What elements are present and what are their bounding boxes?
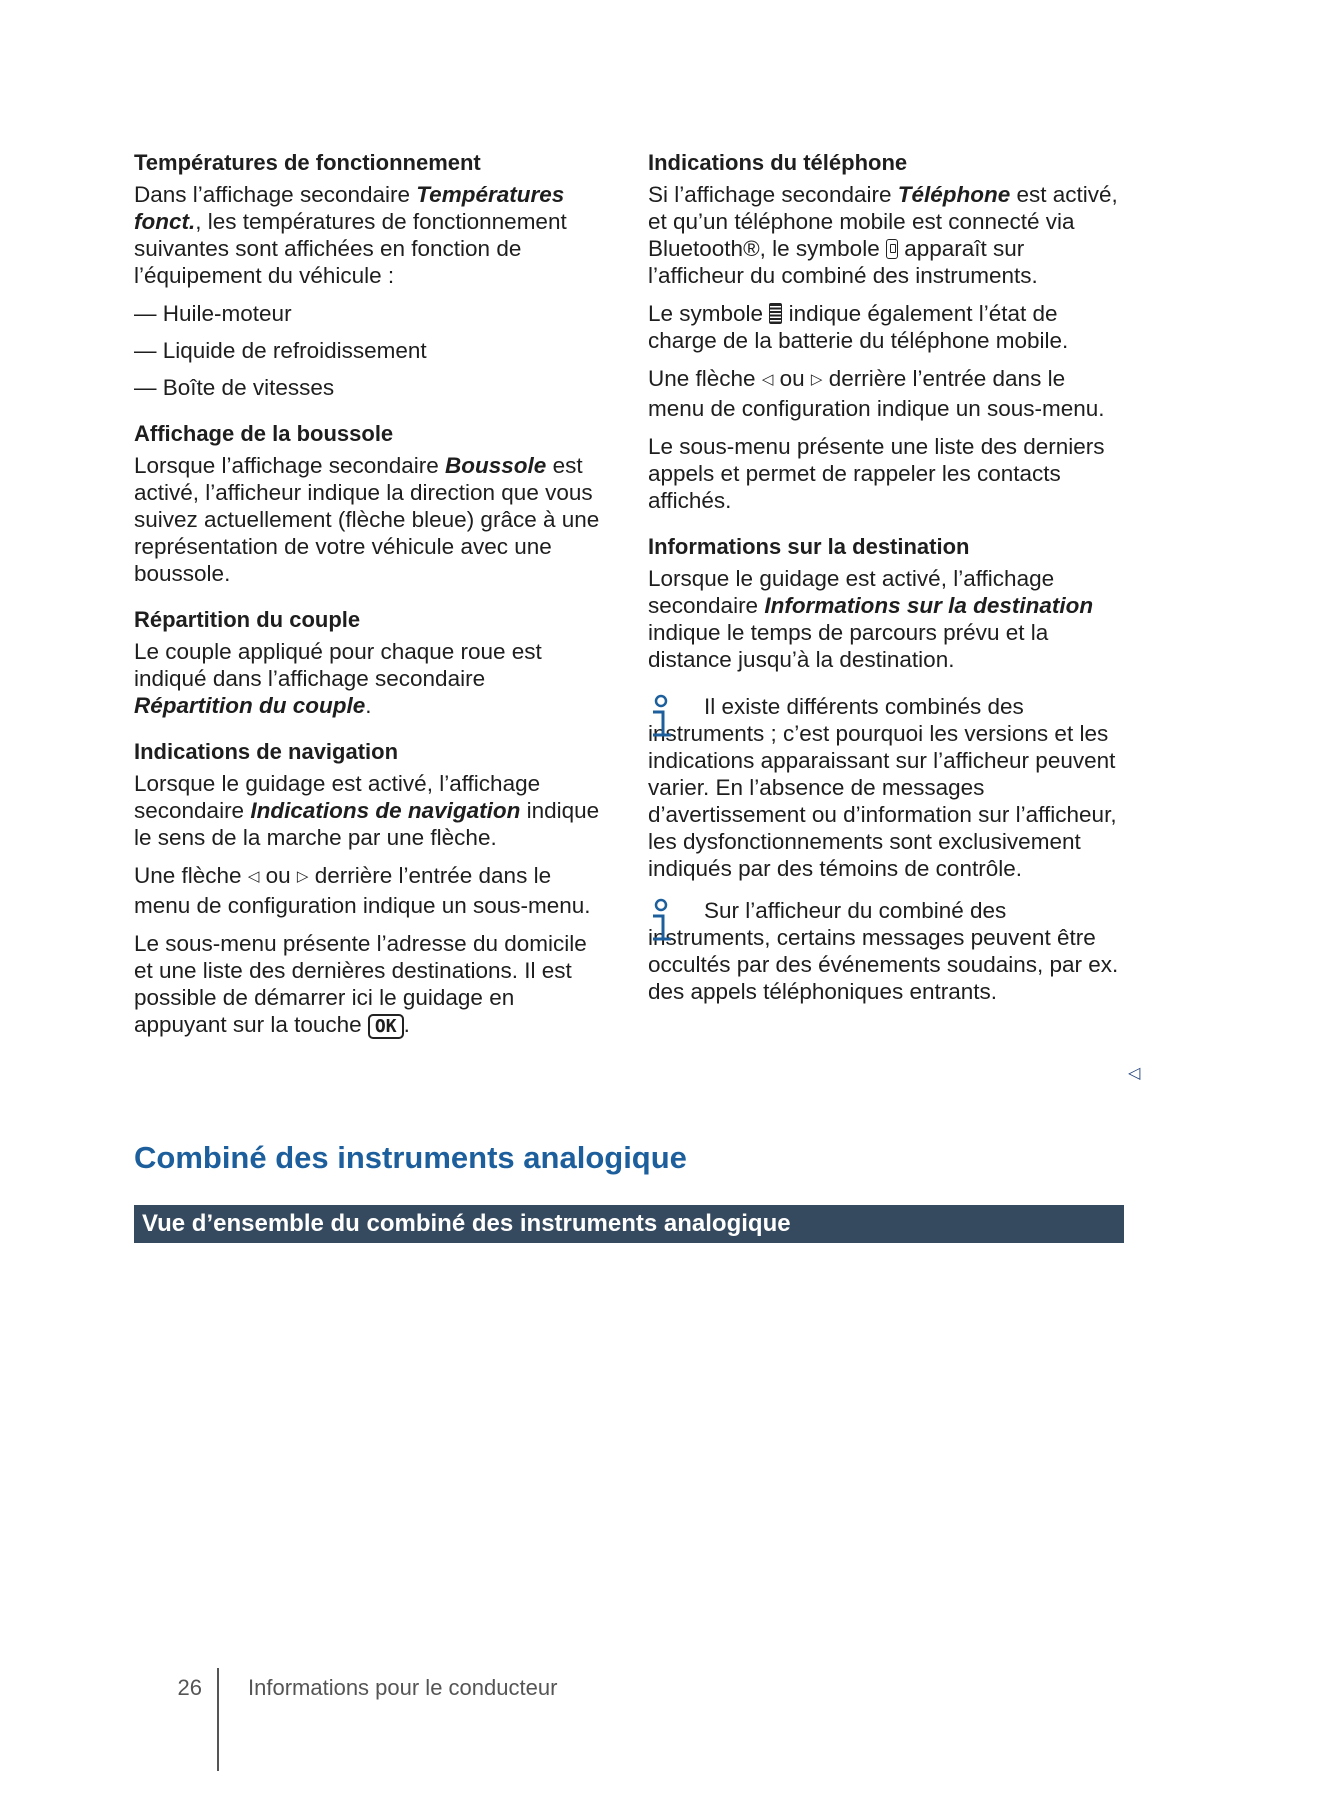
section-torque [134, 607, 606, 719]
paragraph: Le sous-menu présente une liste des derniers appels et permet de rappeler les contacts affichés. [648, 434, 1105, 513]
arrow-left-icon: ◁ [247, 868, 260, 885]
list-item: — Liquide de refroidissement [134, 338, 427, 363]
heading-compass: Affichage de la boussole [134, 421, 394, 446]
left-column [134, 150, 606, 1059]
list-item: — Huile-moteur [134, 301, 292, 326]
paragraph: Le couple appliqué pour chaque roue est indiqué dans l’affichage secondaire Répartition du couple. [134, 639, 542, 718]
section-compass [134, 421, 606, 587]
footer-chapter: Informations pour le conducteur [248, 1675, 558, 1700]
subsection-title: Vue d’ensemble du combiné des instruments analogique [142, 1210, 791, 1237]
paragraph: Si l’affichage secondaire Téléphone est activé, et qu’un téléphone mobile est connecté via Bluetooth®, le symbole apparaît sur l’afficheur du combiné des instruments. [648, 182, 1118, 288]
paragraph: Dans l’affichage secondaire Températures fonct., les températures de fonctionnement suivantes sont affichées en fonction de l’équipement du véhicule : [134, 182, 567, 288]
term: Informations sur la destination [764, 593, 1094, 618]
paragraph: Lorsque l’affichage secondaire Boussole est activé, l’afficheur indique la direction que vous suivez actuellement (flèche bleue) grâce à une représentation de votre véhicule avec une boussole. [134, 453, 600, 586]
section-title: Combiné des instruments analogique [134, 1140, 687, 1175]
paragraph: Le sous-menu présente l’adresse du domicile et une liste des dernières destinations. Il est possible de démarrer ici le guidage en appuyant sur la touche OK . [134, 931, 587, 1037]
info-icon [648, 694, 674, 740]
arrow-left-icon: ◁ [761, 371, 774, 388]
right-column [648, 150, 1120, 1020]
footer-divider [217, 1668, 219, 1771]
heading-torque: Répartition du couple [134, 607, 361, 632]
heading-navigation: Indications de navigation [134, 739, 399, 764]
ok-key-icon: OK [368, 1014, 404, 1039]
section-phone [648, 150, 1120, 514]
term: Téléphone [897, 182, 1011, 207]
phone-icon [886, 239, 898, 259]
heading-operating-temperatures: Températures de fonctionnement [134, 150, 481, 175]
section-operating-temperatures [134, 150, 606, 401]
info-note [648, 897, 1120, 1005]
heading-destination: Informations sur la destination [648, 534, 970, 559]
term: Répartition du couple [134, 693, 366, 718]
info-note [648, 693, 1120, 882]
paragraph: Lorsque le guidage est activé, l’affichage secondaire Informations sur la destination indique le temps de parcours prévu et la distance jusqu’à la destination. [648, 566, 1094, 672]
page-number: 26 [177, 1675, 202, 1700]
list-item: — Boîte de vitesses [134, 375, 335, 400]
subsection-banner [134, 1205, 1124, 1243]
section-destination [648, 534, 1120, 673]
paragraph: Lorsque le guidage est activé, l’affichage secondaire Indications de navigation indique le sens de la marche par une flèche. [134, 771, 600, 850]
paragraph: Une flèche ◁ ou ▷ derrière l’entrée dans le menu de configuration indique un sous-menu. [134, 863, 591, 918]
info-note-text: Il existe différents combinés des instruments ; c’est pourquoi les versions et les indications apparaissant sur l’afficheur peuvent varier. En l’absence de messages d’avertissement ou d’information sur l’afficheur, les dysfonctionnements sont exclusivement indiqués par des témoins de contrôle. [648, 694, 1117, 881]
info-icon [648, 898, 674, 944]
paragraph: Le symbole indique également l’état de charge de la batterie du téléphone mobile. [648, 301, 1069, 353]
term: Températures fonct. [134, 182, 565, 234]
paragraph: Une flèche ◁ ou ▷ derrière l’entrée dans le menu de configuration indique un sous-menu. [648, 366, 1105, 421]
section-navigation [134, 739, 606, 1039]
section-end-icon: ◁ [1128, 1065, 1141, 1082]
info-note-text: Sur l’afficheur du combiné des instruments, certains messages peuvent être occultés par des événements soudains, par ex. des appels téléphoniques entrants. [648, 898, 1119, 1004]
term: Boussole [445, 453, 547, 478]
arrow-right-icon: ▷ [296, 868, 309, 885]
battery-icon [769, 303, 782, 324]
term: Indications de navigation [250, 798, 521, 823]
arrow-right-icon: ▷ [810, 371, 823, 388]
heading-phone: Indications du téléphone [648, 150, 908, 175]
